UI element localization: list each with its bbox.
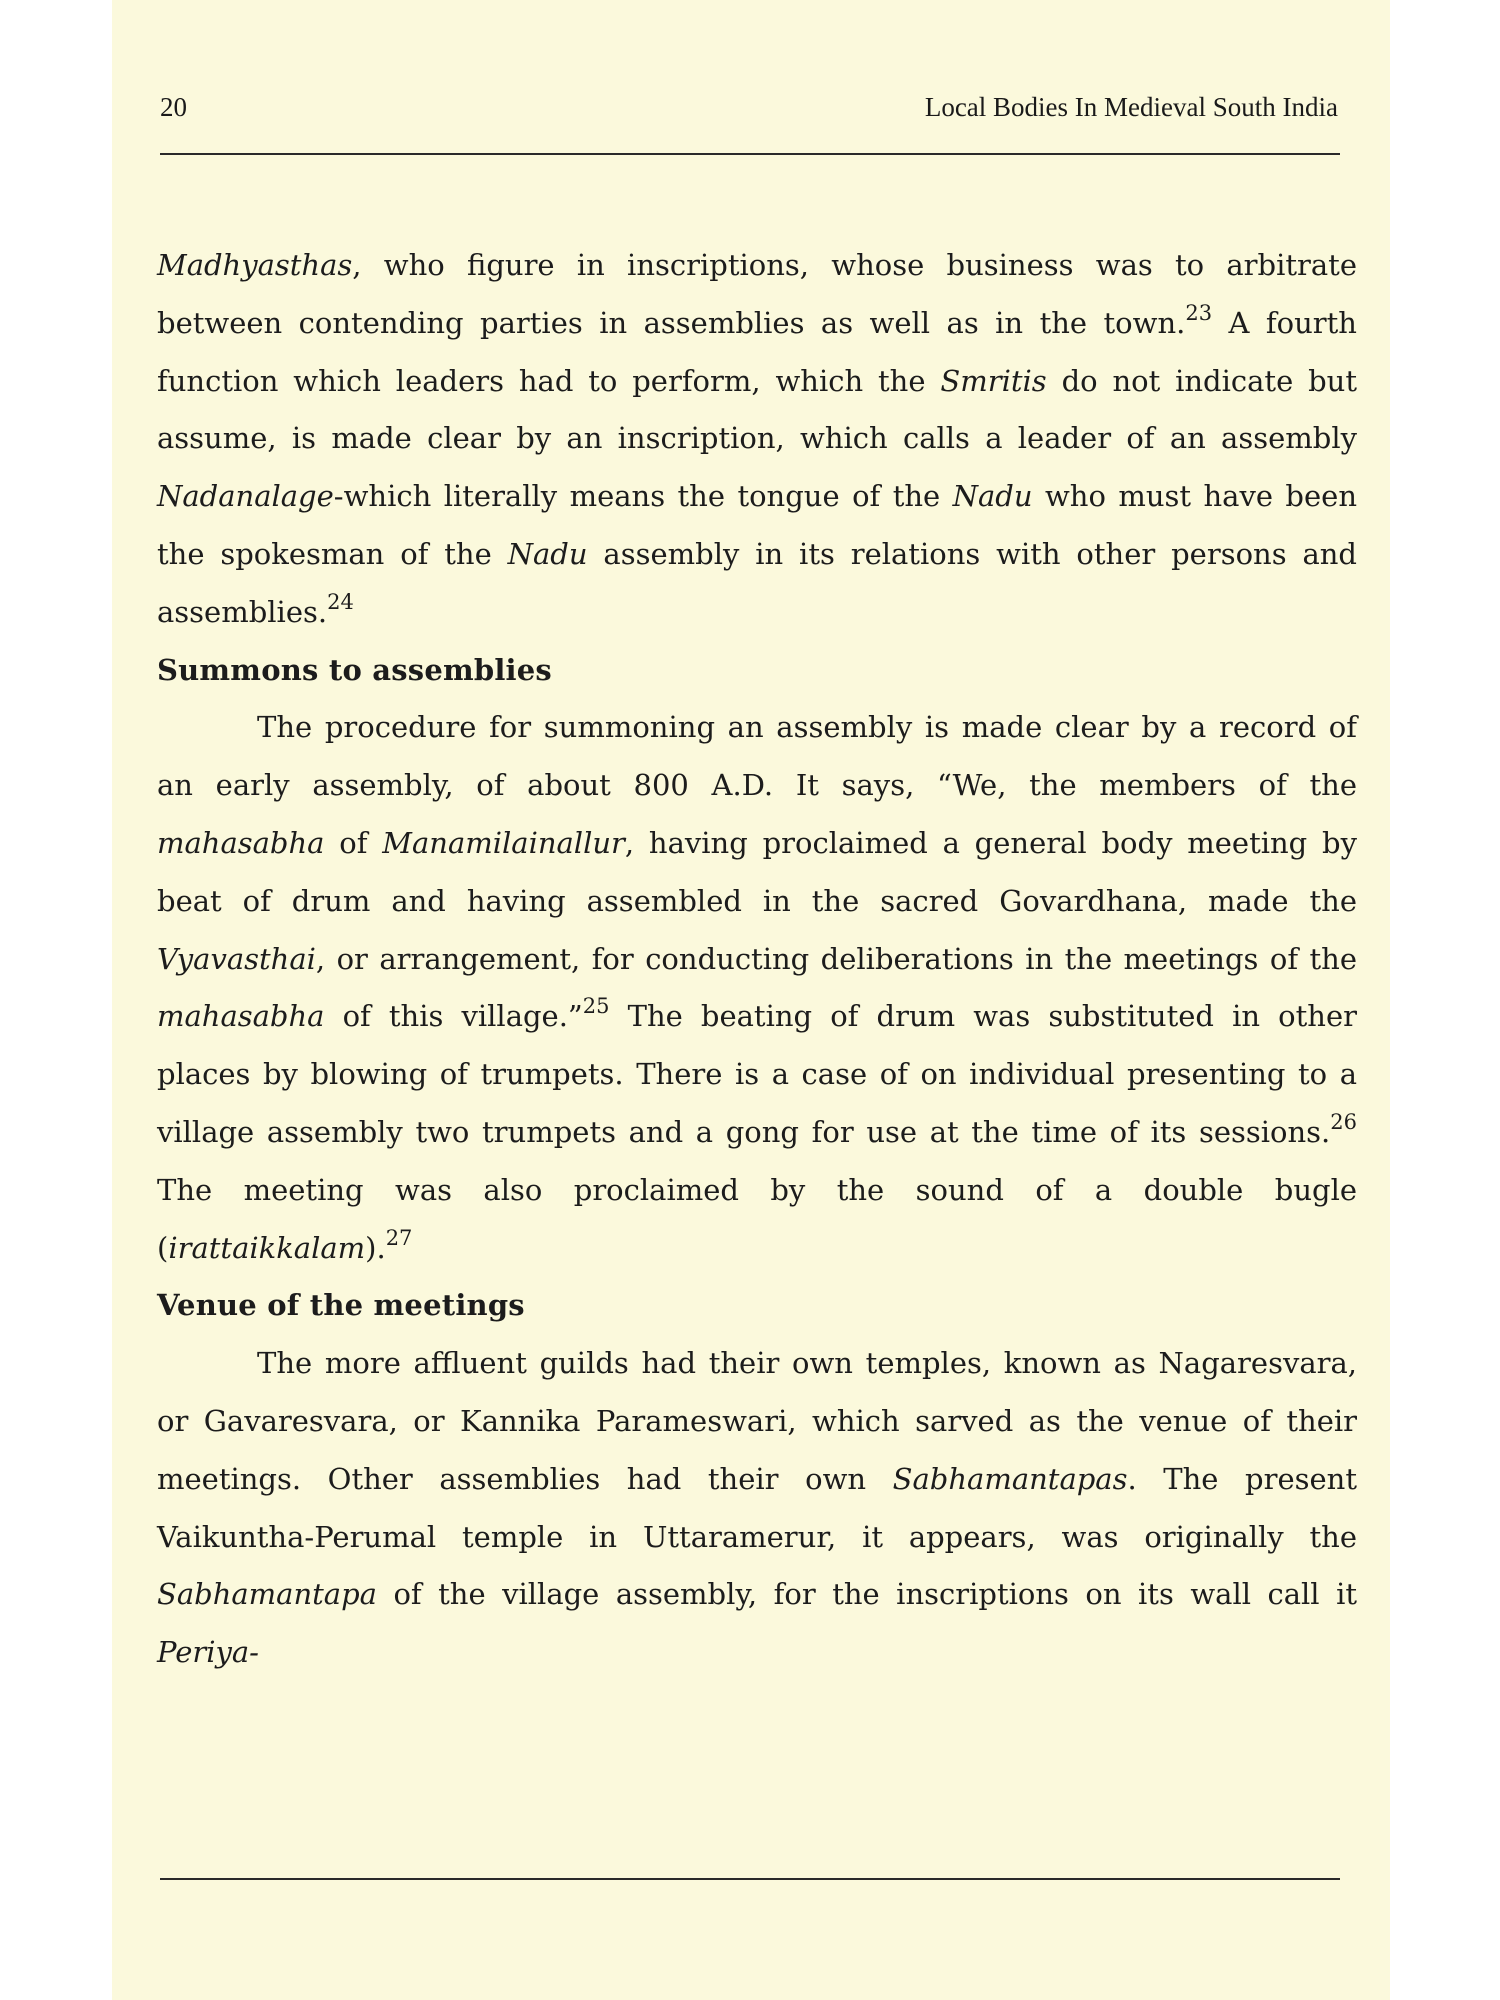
italic-term: Smritis xyxy=(940,363,1047,398)
text-run: , or arrangement, for conducting deliberations in the meetings of the xyxy=(315,941,1357,976)
page-body xyxy=(157,237,1357,1682)
text-run: who must have been the spokesman of the xyxy=(157,479,1358,571)
text-run: The meeting was also proclaimed by the sound of a double bugle ( xyxy=(157,1172,1357,1265)
italic-term: Periya- xyxy=(157,1635,259,1670)
text-run: , having proclaimed a general body meeting by beat of drum and having assembled in the sacred Govardhana, made the xyxy=(157,825,1357,918)
page-header xyxy=(160,92,1360,132)
text-run: The procedure for summoning an assembly is made clear by a record of an early assembly, of about 800 A.D. It says, “We, the members of the xyxy=(157,710,1357,803)
text-run: . The present Vaikuntha-Perumal temple in Uttaramerur, it appears, was originally the xyxy=(157,1461,1357,1554)
italic-term: Nadu xyxy=(952,479,1033,514)
header-rule xyxy=(160,153,1340,155)
italic-term: Vyavasthai xyxy=(157,941,316,976)
running-title: Local Bodies In Medieval South India xyxy=(924,92,1338,122)
text-run: ). xyxy=(365,1230,386,1265)
footnote-ref: 24 xyxy=(327,589,354,614)
italic-term: mahasabha xyxy=(157,825,325,860)
italic-term: irattaikkalam xyxy=(168,1230,366,1265)
text-run: The beating of drum was substituted in other places by blowing of trumpets. There is a case of on individual presenting to a village assembly two trumpets and a gong for use at the time of its sessions. xyxy=(157,999,1357,1149)
footnote-ref: 25 xyxy=(582,994,610,1019)
text-run: The more affluent guilds had their own temples, known as Nagaresvara, or Gavaresvara, or Kannika Parameswari, which sarved as the venue of their meetings. Other assemblies had their own xyxy=(157,1346,1357,1496)
footer-rule xyxy=(160,1878,1340,1880)
italic-term: Manamilainallur xyxy=(382,825,625,860)
book-page xyxy=(112,0,1390,2000)
footnote-ref: 27 xyxy=(385,1225,413,1250)
text-run: of xyxy=(324,825,383,860)
italic-term: Sabhamantapas xyxy=(892,1461,1128,1496)
text-run: , who figure in inscriptions, whose business was to arbitrate between contending parties in assemblies as well as in the town. xyxy=(157,248,1357,340)
italic-term: Nadu xyxy=(507,536,588,571)
italic-term: mahasabha xyxy=(157,999,325,1034)
italic-term: Nadanalage xyxy=(157,479,334,514)
paragraph xyxy=(157,1335,1357,1682)
text-run: of this village.” xyxy=(324,999,583,1034)
section-heading-summons: Summons to assemblies xyxy=(157,652,552,687)
section-heading-venue: Venue of the meetings xyxy=(157,1288,525,1323)
footnote-ref: 26 xyxy=(1330,1109,1357,1134)
text-run: A fourth function which leaders had to perform, which the xyxy=(157,305,1357,398)
paragraph xyxy=(157,237,1357,642)
italic-term: Madhyasthas xyxy=(157,248,353,282)
footnote-ref: 23 xyxy=(1185,300,1213,325)
text-run: assembly in its relations with other persons and assemblies. xyxy=(157,536,1357,629)
italic-term: Sabhamantapa xyxy=(157,1577,377,1612)
page-number: 20 xyxy=(160,92,187,122)
text-run: of the village assembly, for the inscriptions on its wall call it xyxy=(376,1577,1357,1612)
text-run: -which literally means the tongue of the xyxy=(333,479,953,514)
paragraph xyxy=(157,699,1357,1277)
text-run: do not indicate but assume, is made clear by an inscription, which calls a leader of an assembly xyxy=(157,363,1357,456)
